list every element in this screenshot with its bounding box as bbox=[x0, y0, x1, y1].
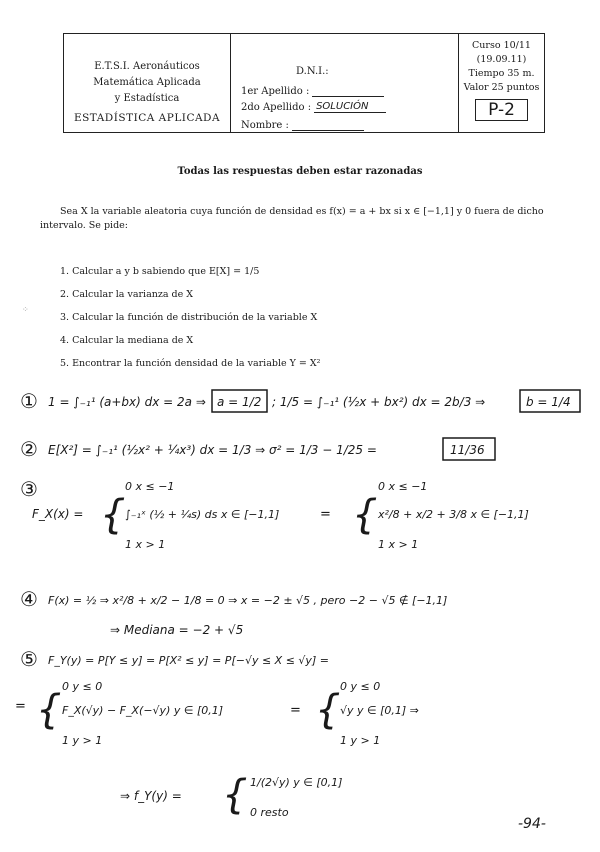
problem-statement: Sea X la variable aleatoria cuya función de densidad es f(x) = a + bx si x ∈ [−1,1] y 0 fuera de dicho intervalo. Se pide: bbox=[40, 206, 544, 231]
part3-rcase2: x²/8 + x/2 + 3/8 x ∈ [−1,1] bbox=[378, 508, 529, 521]
part5-lcase3: 1 y > 1 bbox=[62, 734, 103, 747]
part5-equals: = bbox=[290, 703, 301, 718]
exam-value: Valor 25 puntos bbox=[463, 82, 540, 93]
student-id-block bbox=[231, 34, 459, 132]
part1-equation-a: 1 = ∫₋₁¹ (a+bx) dx = 2a ⇒ bbox=[48, 395, 206, 409]
part3-brace-right: { bbox=[352, 492, 378, 538]
part1-number: ① bbox=[20, 389, 38, 413]
school-line: Matemática Aplicada bbox=[93, 77, 201, 88]
part1-result-b: b = 1/4 bbox=[526, 395, 571, 409]
part3-brace-left: { bbox=[100, 492, 126, 538]
dni-label: D.N.I.: bbox=[296, 66, 329, 77]
task-item: 5. Encontrar la función densidad de la variable Y = X² bbox=[60, 358, 321, 369]
part3-rcase3: 1 x > 1 bbox=[378, 538, 419, 551]
exam-date: (19.09.11) bbox=[476, 54, 527, 65]
surname2-label: 2do Apellido : bbox=[241, 102, 312, 113]
part5-equals-left: = bbox=[15, 699, 26, 714]
part3-number: ③ bbox=[20, 477, 38, 501]
surname1-field bbox=[312, 86, 384, 97]
surname1-row bbox=[241, 86, 384, 97]
exam-code: P-2 bbox=[475, 99, 528, 121]
part4-line2: ⇒ Mediana = −2 + √5 bbox=[110, 623, 244, 637]
school-block bbox=[64, 34, 231, 132]
part2-result: 11/36 bbox=[450, 443, 485, 457]
part5-lcase2: F_X(√y) − F_X(−√y) y ∈ [0,1] bbox=[62, 704, 224, 717]
course-block bbox=[459, 34, 544, 132]
part1-result-a: a = 1/2 bbox=[217, 395, 262, 409]
task-item: 4. Calcular la mediana de X bbox=[60, 335, 194, 346]
part2-number: ② bbox=[20, 437, 38, 461]
task-list bbox=[60, 265, 320, 380]
surname1-label: 1er Apellido : bbox=[241, 86, 310, 97]
part3-case3: 1 x > 1 bbox=[125, 538, 166, 551]
part2-equation: E[X²] = ∫₋₁¹ (½x² + ¼x³) dx = 1/3 ⇒ σ² = 1/3 − 1/25 = bbox=[48, 443, 377, 457]
name-label: Nombre : bbox=[241, 120, 289, 131]
surname2-row bbox=[241, 102, 386, 113]
task-item: 2. Calcular la varianza de X bbox=[60, 289, 194, 300]
exam-header bbox=[63, 33, 545, 133]
course-year: Curso 10/11 bbox=[472, 40, 531, 51]
part4-line1: F(x) = ½ ⇒ x²/8 + x/2 − 1/8 = 0 ⇒ x = −2 ± √5 , pero −2 − √5 ∉ [−1,1] bbox=[48, 594, 448, 607]
solution-canvas bbox=[0, 378, 600, 848]
school-line: E.T.S.I. Aeronáuticos bbox=[94, 61, 200, 72]
part5-density-lhs: ⇒ f_Y(y) = bbox=[120, 789, 182, 803]
part5-dcase1: 1/(2√y) y ∈ [0,1] bbox=[250, 776, 343, 789]
part5-number: ⑤ bbox=[20, 647, 38, 671]
handwritten-solution bbox=[0, 378, 600, 848]
surname2-field: SOLUCIÓN bbox=[314, 102, 386, 113]
part3-equals: = bbox=[320, 507, 331, 522]
part4-number: ④ bbox=[20, 587, 38, 611]
part3-case1: 0 x ≤ −1 bbox=[125, 480, 175, 493]
part5-line1: F_Y(y) = P[Y ≤ y] = P[X² ≤ y] = P[−√y ≤ X ≤ √y] = bbox=[48, 654, 329, 667]
part5-rcase1: 0 y ≤ 0 bbox=[340, 680, 381, 693]
part3-rcase1: 0 x ≤ −1 bbox=[378, 480, 428, 493]
name-row bbox=[241, 120, 364, 131]
part5-brace-density: { bbox=[222, 772, 248, 818]
part5-rcase2: √y y ∈ [0,1] ⇒ bbox=[340, 704, 419, 717]
exam-time: Tiempo 35 m. bbox=[468, 68, 535, 79]
part3-case2: ∫₋₁ˣ (½ + ¼s) ds x ∈ [−1,1] bbox=[125, 508, 280, 521]
school-line: y Estadística bbox=[114, 93, 180, 104]
part5-brace-right: { bbox=[315, 687, 341, 733]
subject-title: ESTADÍSTICA APLICADA bbox=[73, 112, 221, 124]
part3-lhs: F_X(x) = bbox=[32, 507, 84, 521]
part5-brace-left: { bbox=[36, 687, 62, 733]
part5-lcase1: 0 y ≤ 0 bbox=[62, 680, 103, 693]
task-item: 1. Calcular a y b sabiendo que E[X] = 1/5 bbox=[60, 266, 260, 277]
part1-equation-b: ; 1/5 = ∫₋₁¹ (½x + bx²) dx = 2b/3 ⇒ bbox=[272, 395, 486, 409]
margin-mark: ⁘ bbox=[22, 305, 29, 314]
part5-rcase3: 1 y > 1 bbox=[340, 734, 381, 747]
task-item: 3. Calcular la función de distribución de la variable X bbox=[60, 312, 318, 323]
part5-dcase2: 0 resto bbox=[250, 806, 289, 819]
name-field bbox=[292, 120, 364, 131]
page-number: -94- bbox=[518, 816, 546, 832]
instructions-notice: Todas las respuestas deben estar razonadas bbox=[177, 166, 423, 177]
